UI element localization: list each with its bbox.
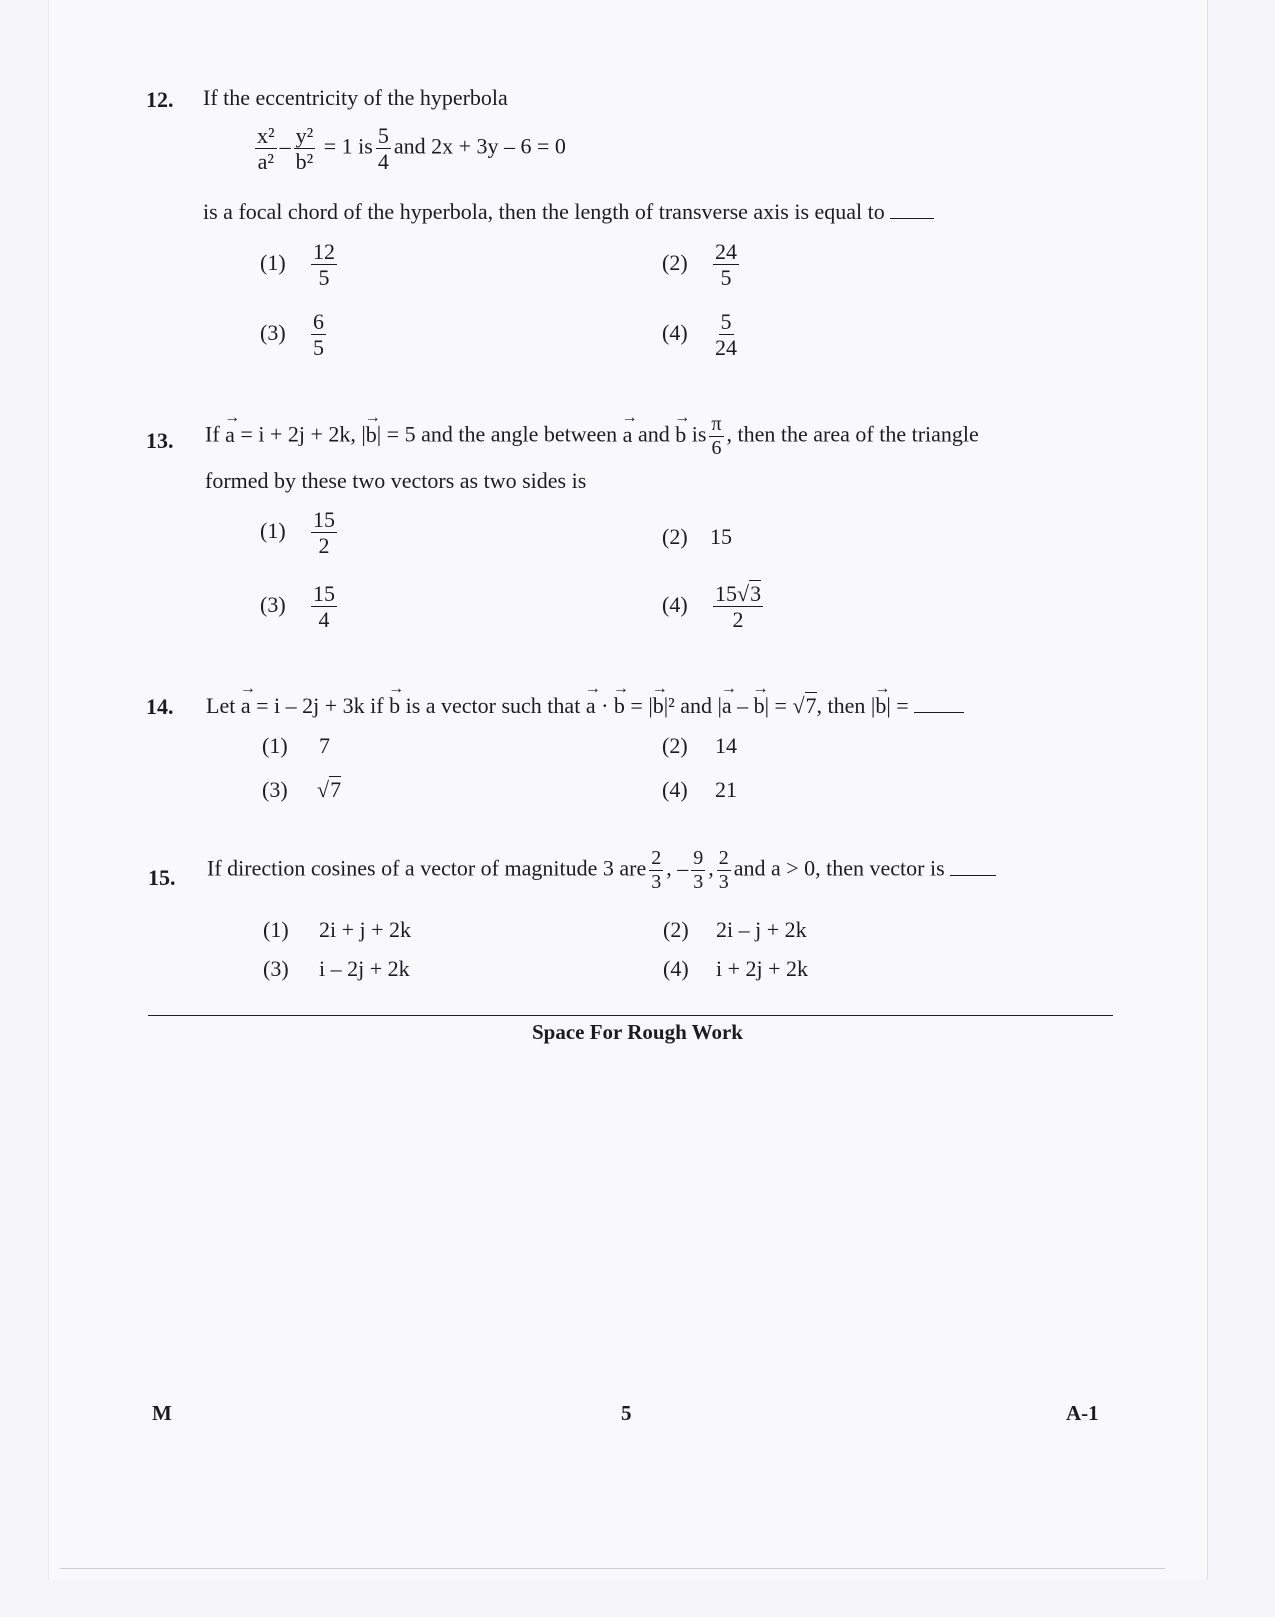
q13-option-2[interactable]: (2) 15: [662, 524, 732, 549]
q14-option-4[interactable]: (4) 21: [662, 777, 737, 802]
q12-option-2[interactable]: (2) $\frac{24}{5}$: [662, 239, 737, 291]
q15-cos3: $\frac{2}{3}$: [718, 847, 729, 893]
q13-number: 13.: [146, 428, 174, 453]
q12-x-frac: $\frac{\text{x²}}{\text{a²}}$: [257, 123, 275, 175]
q15-cos2: $\frac{9}{3}$: [693, 847, 704, 893]
q14-number: 14.: [146, 694, 174, 719]
q14-option-3[interactable]: (3) √7: [262, 777, 342, 802]
q15-option-2[interactable]: (2) 2i – j + 2k: [663, 917, 807, 942]
q12-y-frac: $\frac{\text{y²}}{\text{b²}}$: [295, 123, 314, 175]
q12-option-1[interactable]: (1) $\frac{12}{5}$: [260, 239, 335, 291]
answer-blank: [890, 200, 934, 219]
q13-option-3[interactable]: (3) $\frac{15}{4}$: [260, 581, 335, 633]
answer-blank: [950, 857, 996, 876]
q12-option-4[interactable]: (4) $\frac{5}{24}$: [662, 309, 737, 361]
q12-option-3[interactable]: (3) $\frac{6}{5}$: [260, 309, 324, 361]
answer-blank: [914, 694, 964, 713]
q12-eccentricity-frac: $\frac{5}{4}$: [377, 123, 389, 175]
q13-line1: If → a = i + 2j + 2k, |→ b| = 5 and the angle between → a and → b is $\frac{\pi}{6}$ , then the area of the triangle: [205, 414, 979, 459]
q12-intro: If the eccentricity of the hyperbola: [203, 85, 508, 110]
q15-option-3[interactable]: (3) i – 2j + 2k: [263, 956, 410, 981]
q15-option-4[interactable]: (4) i + 2j + 2k: [663, 956, 809, 981]
q15-line1: If direction cosines of a vector of magnitude 3 are $\frac{2}{3}$ , – $\frac{9}{3}$ , $\frac{2}{3}$ and a > 0, then vector is: [207, 848, 996, 893]
q14-line1: Let → a = i – 2j + 3k if → b is a vector such that → a · → b = |→ b|² and |→ a – → b| = √7, then |→ b| =: [206, 694, 964, 717]
rough-work-heading: Space For Rough Work: [531, 1020, 743, 1044]
q12-equation: $\frac{\text{x²}}{\text{a²}}$ – $\frac{\text{y²}}{\text{b²}}$ = 1 is $\frac{5}{4}$ and 2x + 3y – 6 = 0: [257, 123, 566, 175]
q13-option-1[interactable]: (1) $\frac{15}{2}$: [260, 507, 335, 559]
footer-right: A-1: [1066, 1401, 1099, 1425]
q13-line2: formed by these two vectors as two sides is: [205, 468, 587, 493]
page-number: 5: [621, 1401, 632, 1425]
exam-page: [48, 0, 1208, 1580]
q13-option-4[interactable]: (4) $\frac{15√3}{2}$: [662, 581, 762, 633]
q12-line2: is a focal chord of the hyperbola, then the length of transverse axis is equal to: [203, 200, 934, 223]
q13-angle-frac: $\frac{\pi}{6}$: [711, 413, 722, 459]
q14-option-1[interactable]: (1) 7: [262, 733, 330, 758]
q12-number: 12.: [146, 87, 174, 112]
page-edge-line: [60, 1568, 1165, 1569]
q15-cos1: $\frac{2}{3}$: [651, 847, 662, 893]
footer-left: M: [152, 1401, 172, 1425]
q15-number: 15.: [148, 865, 176, 890]
rough-work-divider: [148, 1015, 1113, 1016]
q15-option-1[interactable]: (1) 2i + j + 2k: [263, 917, 412, 942]
q14-option-2[interactable]: (2) 14: [662, 733, 737, 758]
